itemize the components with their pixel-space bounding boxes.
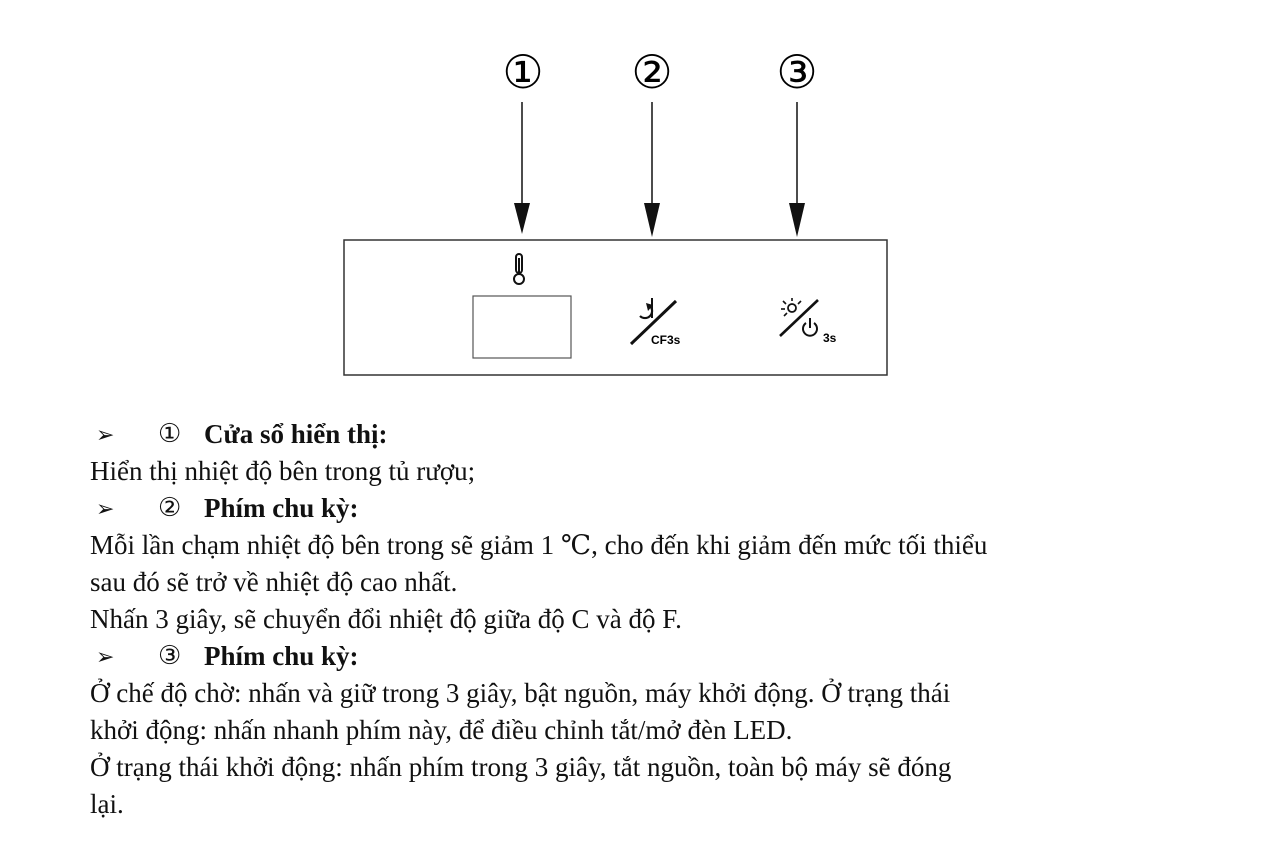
instructions	[90, 416, 1240, 823]
section-heading	[90, 490, 1240, 527]
section-cycle-key-3	[90, 638, 1240, 823]
heading-title: Phím chu kỳ:	[204, 641, 359, 671]
light-power-icon[interactable]	[780, 298, 837, 345]
svg-text:3s: 3s	[823, 331, 837, 345]
section-display-window	[90, 416, 1240, 490]
cycle-temperature-cf-icon[interactable]	[631, 298, 681, 347]
heading-number: ②	[158, 493, 182, 523]
paragraph-line: Mỗi lần chạm nhiệt độ bên trong sẽ giảm 1 ℃, cho đến khi giảm đến mức tối thiểu	[90, 530, 988, 560]
bullet-arrow-icon: ➢	[96, 496, 115, 521]
section-heading	[90, 416, 1240, 453]
bullet-arrow-icon: ➢	[96, 422, 115, 447]
heading-number: ③	[158, 641, 182, 671]
svg-text:②: ②	[631, 45, 673, 99]
paragraph-line: sau đó sẽ trở về nhiệt độ cao nhất.	[90, 567, 458, 597]
paragraph-line: Hiển thị nhiệt độ bên trong tủ rượu;	[90, 456, 476, 486]
section-heading	[90, 638, 1240, 675]
paragraph-line: Nhấn 3 giây, sẽ chuyển đổi nhiệt độ giữa độ C và độ F.	[90, 604, 682, 634]
callout-2	[631, 45, 672, 237]
heading-title: Phím chu kỳ:	[204, 493, 359, 523]
control-panel-diagram	[0, 0, 1280, 400]
display-window	[473, 296, 571, 358]
thermometer-icon	[514, 254, 524, 284]
control-panel	[344, 240, 887, 375]
paragraph-line: Ở chế độ chờ: nhấn và giữ trong 3 giây, bật nguồn, máy khởi động. Ở trạng thái	[90, 678, 951, 708]
paragraph-line: lại.	[90, 789, 124, 819]
section-cycle-key-2	[90, 490, 1240, 638]
heading-title: Cửa sổ hiển thị:	[204, 419, 388, 449]
paragraph-line: khởi động: nhấn nhanh phím này, để điều chỉnh tắt/mở đèn LED.	[90, 715, 793, 745]
paragraph-line: Ở trạng thái khởi động: nhấn phím trong 3 giây, tắt nguồn, toàn bộ máy sẽ đóng	[90, 752, 952, 782]
callout-3	[776, 45, 817, 237]
svg-text:③: ③	[776, 45, 818, 99]
callout-1	[502, 45, 543, 234]
svg-text:CF3s: CF3s	[651, 333, 681, 347]
bullet-arrow-icon: ➢	[96, 644, 115, 669]
heading-number: ①	[158, 419, 182, 449]
svg-text:①: ①	[502, 45, 544, 99]
